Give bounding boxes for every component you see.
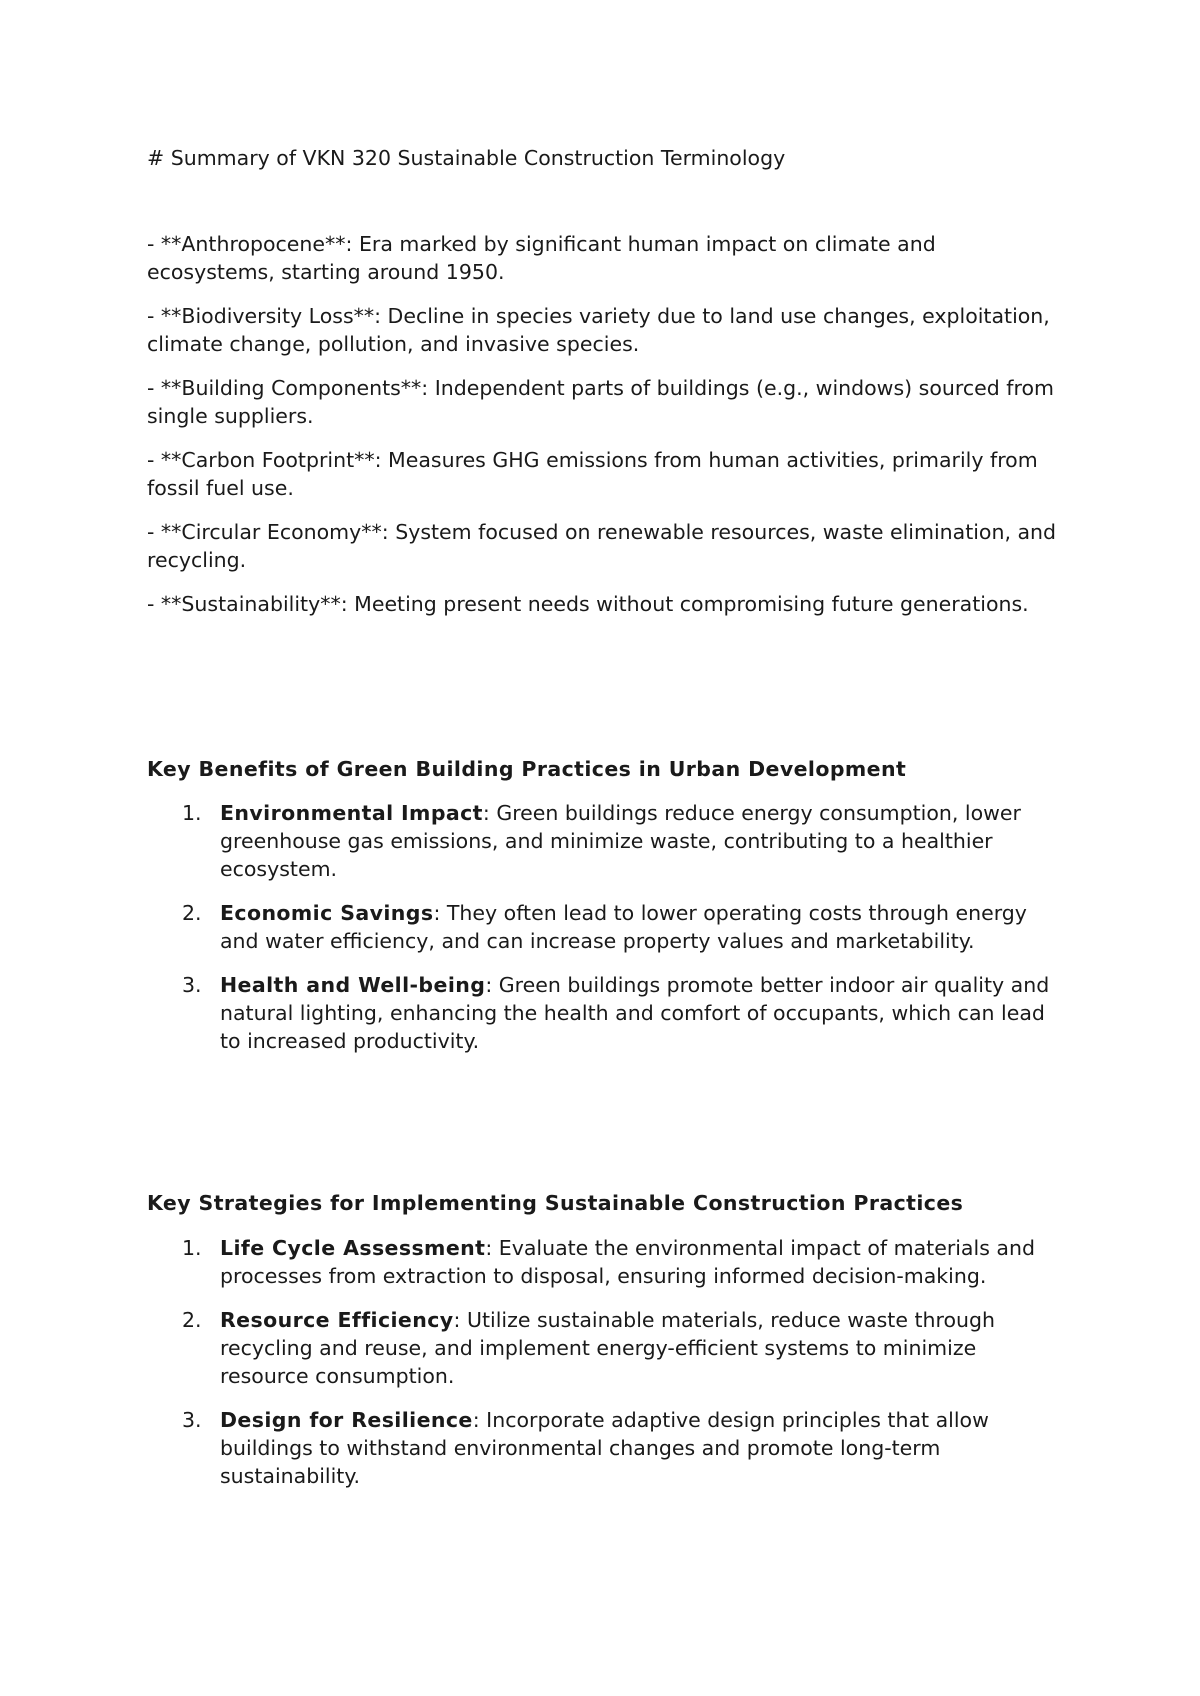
strategies-heading: Key Strategies for Implementing Sustainable Construction Practices xyxy=(147,1191,964,1215)
benefit-term: Environmental Impact xyxy=(220,801,483,825)
benefits-list xyxy=(147,799,1067,1071)
document-title: # Summary of VKN 320 Sustainable Construction Terminology xyxy=(147,146,786,170)
strategy-item-life-cycle-assessment xyxy=(147,1234,1067,1290)
strategy-description: : Incorporate adaptive design principles that allow buildings to withstand environmental changes and promote long-term sustainability. xyxy=(220,1408,989,1488)
benefit-description: : Green buildings promote better indoor air quality and natural lighting, enhancing the health and comfort of occupants, which can lead to increased productivity. xyxy=(220,973,1050,1053)
benefit-item-economic-savings xyxy=(147,899,1067,955)
benefit-description: : They often lead to lower operating costs through energy and water efficiency, and can increase property values and marketability. xyxy=(220,901,1027,953)
strategy-term: Design for Resilience xyxy=(220,1408,473,1432)
benefit-item-health-well-being xyxy=(147,971,1067,1055)
list-number: 3. xyxy=(182,1408,202,1432)
benefits-heading: Key Benefits of Green Building Practices in Urban Development xyxy=(147,757,907,781)
benefit-description: : Green buildings reduce energy consumption, lower greenhouse gas emissions, and minimize waste, contributing to a healthier ecosystem. xyxy=(220,801,1021,881)
strategy-item-design-for-resilience xyxy=(147,1406,1067,1490)
strategy-term: Resource Efficiency xyxy=(220,1308,454,1332)
strategies-list xyxy=(147,1234,1067,1506)
list-number: 1. xyxy=(182,801,202,825)
term-biodiversity-loss: - **Biodiversity Loss**: Decline in species variety due to land use changes, exploitation, climate change, pollution, and invasive species. xyxy=(147,304,1050,356)
term-carbon-footprint: - **Carbon Footprint**: Measures GHG emissions from human activities, primarily from fossil fuel use. xyxy=(147,448,1038,500)
list-number: 1. xyxy=(182,1236,202,1260)
list-number: 2. xyxy=(182,901,202,925)
benefit-term: Health and Well-being xyxy=(220,973,486,997)
list-number: 2. xyxy=(182,1308,202,1332)
term-sustainability: - **Sustainability**: Meeting present needs without compromising future generations. xyxy=(147,592,1029,616)
strategy-description: : Evaluate the environmental impact of materials and processes from extraction to disposal, ensuring informed decision-making. xyxy=(220,1236,1035,1288)
term-anthropocene: - **Anthropocene**: Era marked by significant human impact on climate and ecosystems, starting around 1950. xyxy=(147,232,936,284)
term-building-components: - **Building Components**: Independent parts of buildings (e.g., windows) sourced from single suppliers. xyxy=(147,376,1054,428)
strategy-description: : Utilize sustainable materials, reduce waste through recycling and reuse, and implement energy-efficient systems to minimize resource consumption. xyxy=(220,1308,996,1388)
benefit-term: Economic Savings xyxy=(220,901,434,925)
strategy-term: Life Cycle Assessment xyxy=(220,1236,486,1260)
benefit-item-environmental-impact xyxy=(147,799,1067,883)
term-circular-economy: - **Circular Economy**: System focused on renewable resources, waste elimination, and recycling. xyxy=(147,520,1057,572)
list-number: 3. xyxy=(182,973,202,997)
strategy-item-resource-efficiency xyxy=(147,1306,1067,1390)
terminology-list xyxy=(147,230,1067,634)
